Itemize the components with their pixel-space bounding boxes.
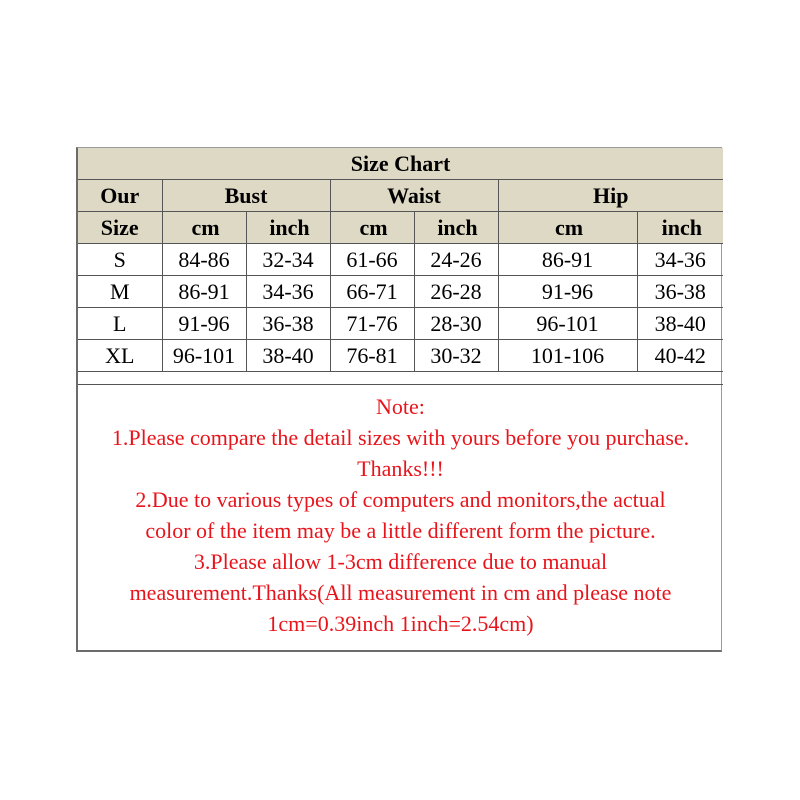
waist-cm-cell: 61-66 [330,244,414,276]
note-line: Thanks!!! [357,456,444,481]
bust-inch-cell: 36-38 [246,308,330,340]
bust-cm-cell: 84-86 [162,244,246,276]
header-bust: Bust [162,180,330,212]
hip-inch-cell: 38-40 [637,308,723,340]
unit-hip-cm: cm [498,212,637,244]
hip-cm-cell: 86-91 [498,244,637,276]
table-row [78,276,723,308]
waist-inch-cell: 26-28 [414,276,498,308]
size-label: S [78,244,162,276]
unit-waist-inch: inch [414,212,498,244]
unit-hip-inch: inch [637,212,723,244]
note-line: 1.Please compare the detail sizes with yours before you purchase. [111,425,690,450]
hip-cm-cell: 91-96 [498,276,637,308]
size-chart-sheet [76,147,722,652]
waist-cm-cell: 76-81 [330,340,414,372]
header-our: Our [78,180,162,212]
note-line: measurement.Thanks(All measurement in cm and please note [129,580,672,605]
table-row [78,244,723,276]
bust-cm-cell: 96-101 [162,340,246,372]
hip-inch-cell: 34-36 [637,244,723,276]
header-hip: Hip [498,180,723,212]
header-waist: Waist [330,180,498,212]
unit-bust-cm: cm [162,212,246,244]
size-label: L [78,308,162,340]
note-line: 2.Due to various types of computers and monitors,the actual [135,487,666,512]
bust-inch-cell: 38-40 [246,340,330,372]
bust-inch-cell: 34-36 [246,276,330,308]
size-table [78,148,723,372]
hip-cm-cell: 101-106 [498,340,637,372]
size-label: XL [78,340,162,372]
note-block [78,384,723,651]
unit-bust-inch: inch [246,212,330,244]
unit-waist-cm: cm [330,212,414,244]
note-line: 3.Please allow 1-3cm difference due to manual [193,549,608,574]
bust-cm-cell: 91-96 [162,308,246,340]
hip-inch-cell: 36-38 [637,276,723,308]
waist-inch-cell: 28-30 [414,308,498,340]
chart-title: Size Chart [78,148,723,180]
table-row [78,340,723,372]
waist-cm-cell: 71-76 [330,308,414,340]
hip-inch-cell: 40-42 [637,340,723,372]
waist-inch-cell: 30-32 [414,340,498,372]
header-size: Size [78,212,162,244]
hip-cm-cell: 96-101 [498,308,637,340]
note-heading: Note: [376,394,425,419]
bust-cm-cell: 86-91 [162,276,246,308]
note-line: color of the item may be a little different form the picture. [145,518,656,543]
bust-inch-cell: 32-34 [246,244,330,276]
waist-inch-cell: 24-26 [414,244,498,276]
waist-cm-cell: 66-71 [330,276,414,308]
table-row [78,308,723,340]
note-line: 1cm=0.39inch 1inch=2.54cm) [267,611,534,636]
size-label: M [78,276,162,308]
